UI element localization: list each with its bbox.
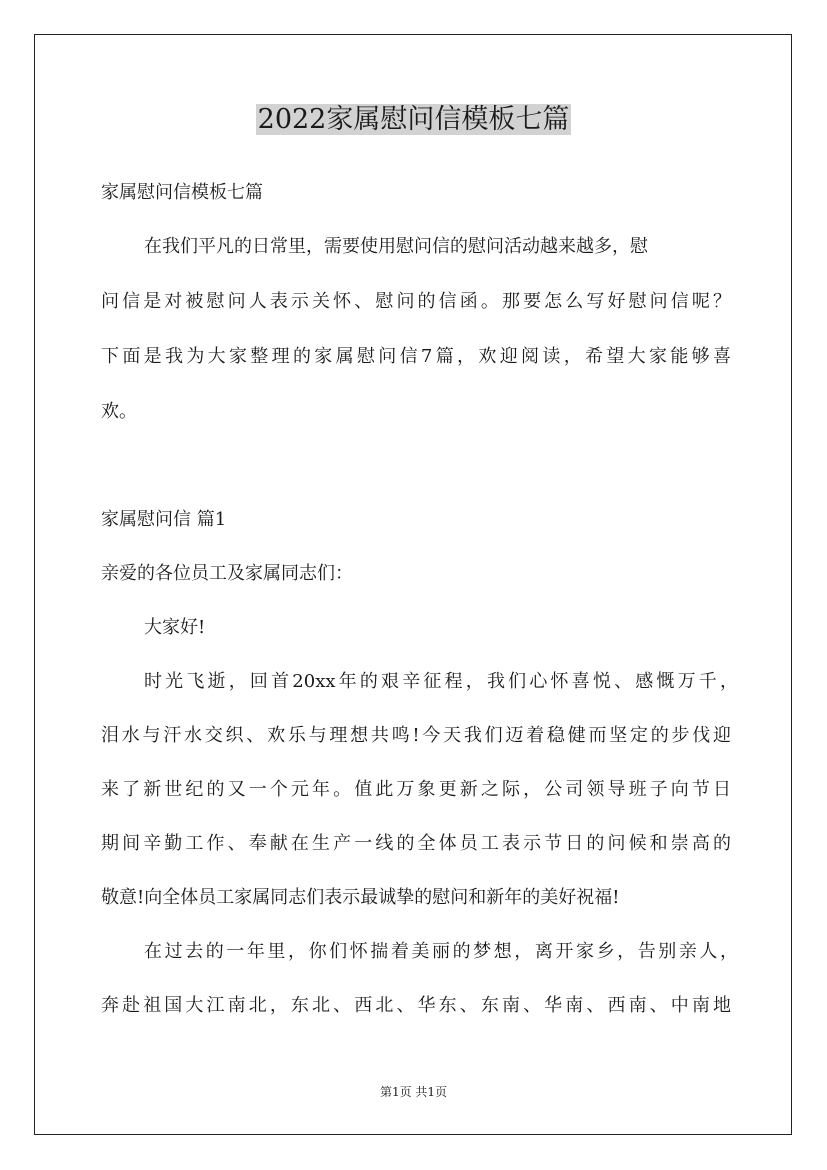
intro-line-3: 下面是我为大家整理的家属慰问信7篇，欢迎阅读，希望大家能够喜 [101,346,731,367]
intro-line-1: 在我们平凡的日常里，需要使用慰问信的慰问活动越来越多，慰 [144,236,648,257]
paragraph2-line-1: 在过去的一年里，你们怀揣着美丽的梦想，离开家乡，告别亲人， [144,941,738,962]
paragraph1-line-1: 时光飞逝，回首20xx年的艰辛征程，我们心怀喜悦、感慨万千， [144,671,738,692]
greeting: 大家好! [144,617,206,638]
paragraph1-line-4: 期间辛勤工作、奉献在生产一线的全体员工表示节日的问候和崇高的 [101,833,731,854]
intro-line-4: 欢。 [101,401,137,422]
section-heading: 家属慰问信 篇1 [101,509,227,530]
document-title [0,100,827,140]
paragraph1-line-3: 来了新世纪的又一个元年。值此万象更新之际，公司领导班子向节日 [101,779,731,800]
document-subtitle: 家属慰问信模板七篇 [101,182,263,203]
page-footer: 第1页 共1页 [379,1085,448,1099]
intro-line-2: 问信是对被慰问人表示关怀、慰问的信函。那要怎么写好慰问信呢？ [101,291,731,312]
salutation: 亲爱的各位员工及家属同志们： [101,563,353,584]
paragraph1-line-2: 泪水与汗水交织、欢乐与理想共鸣!今天我们迈着稳健而坚定的步伐迎 [101,725,731,746]
paragraph2-line-2: 奔赴祖国大江南北，东北、西北、华东、东南、华南、西南、中南地 [101,995,731,1016]
document-title-text: 2022家属慰问信模板七篇 [257,104,570,135]
paragraph1-line-5: 敬意!向全体员工家属同志们表示最诚挚的慰问和新年的美好祝福! [101,887,620,908]
